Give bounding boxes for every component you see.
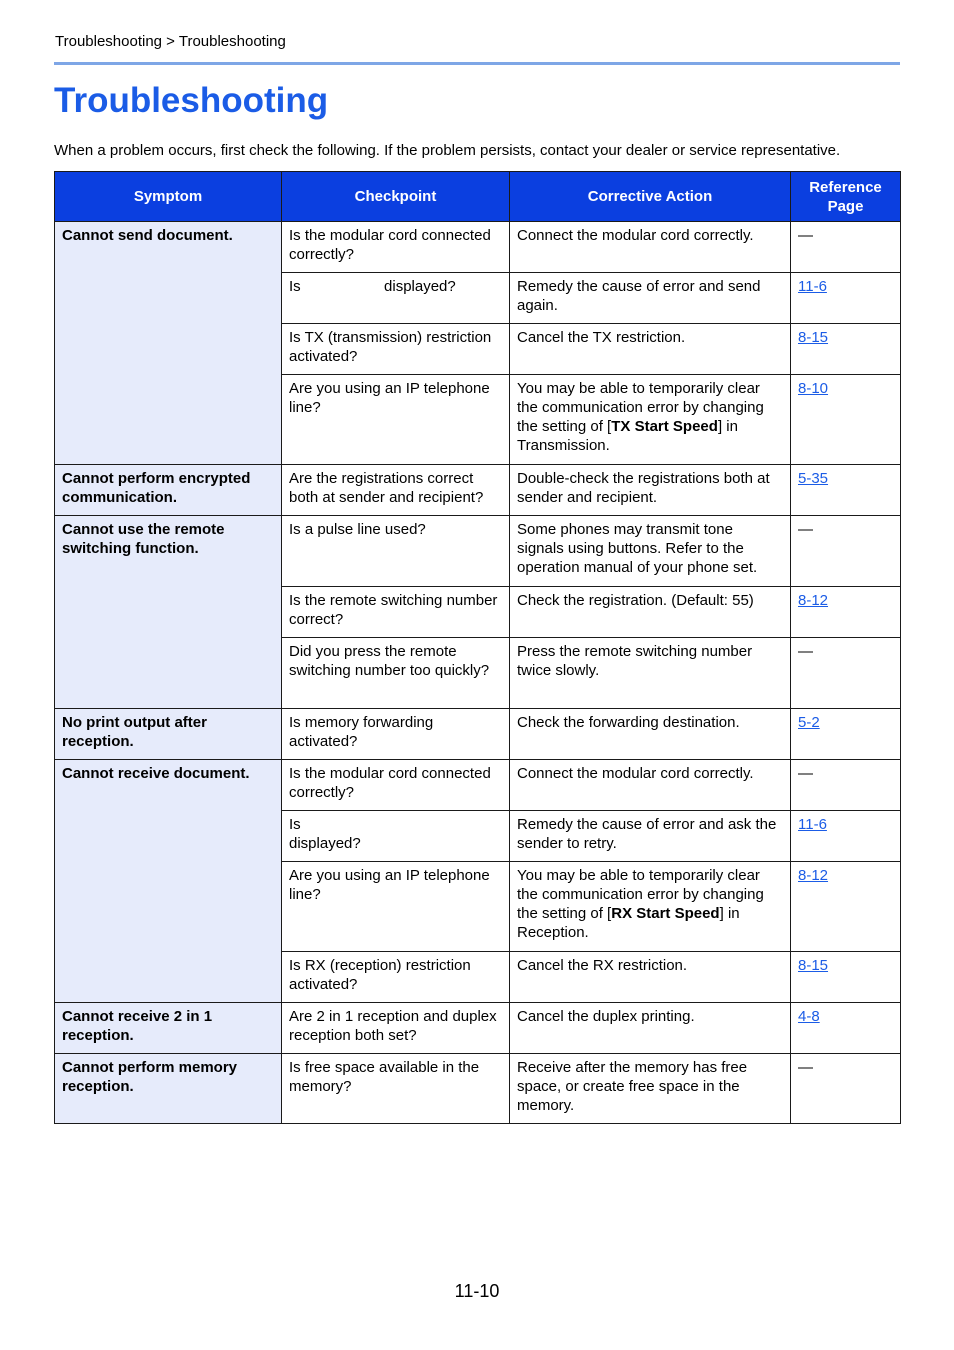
checkpoint-cell: Are you using an IP telephone line?: [282, 862, 510, 952]
checkpoint-cell: Is free space available in the memory?: [282, 1054, 510, 1124]
action-text: You may be able to temporarily clear the communication error by changing the setting of [: [517, 380, 764, 435]
symptom-cell: No print output after reception.: [55, 709, 282, 760]
checkpoint-cell: Are 2 in 1 reception and duplex reception both set?: [282, 1003, 510, 1054]
symptom-cell: Cannot perform memory reception.: [55, 1054, 282, 1124]
corrective-action-cell: [510, 375, 791, 465]
reference-cell: [791, 587, 901, 638]
reference-page-link[interactable]: 5-35: [798, 470, 829, 487]
reference-none: —: [798, 765, 813, 782]
reference-page-link[interactable]: 4-8: [798, 1008, 820, 1025]
reference-cell: [791, 273, 901, 324]
reference-page-link[interactable]: 11-6: [798, 278, 827, 295]
checkpoint-cell: Is the modular cord connected correctly?: [282, 760, 510, 811]
reference-none: —: [798, 521, 813, 538]
reference-page-link[interactable]: 8-10: [798, 380, 829, 397]
troubleshooting-table: [54, 171, 901, 1124]
corrective-action-cell: Cancel the RX restriction.: [510, 952, 791, 1003]
corrective-action-cell: Remedy the cause of error and ask the sender to retry.: [510, 811, 791, 862]
corrective-action-cell: Check the forwarding destination.: [510, 709, 791, 760]
action-text: You may be able to temporarily clear the communication error by changing the setting of [: [517, 867, 764, 922]
checkpoint-cell: Is TX (transmission) restriction activated?: [282, 324, 510, 375]
table-row: [55, 465, 901, 516]
corrective-action-cell: Check the registration. (Default: 55): [510, 587, 791, 638]
reference-cell: [791, 1003, 901, 1054]
symptom-cell: Cannot use the remote switching function.: [55, 516, 282, 709]
page-number: 11-10: [454, 1281, 500, 1301]
reference-cell: [791, 811, 901, 862]
reference-cell: [791, 709, 901, 760]
reference-cell: [791, 638, 901, 709]
checkpoint-cell: Is displayed?: [282, 273, 510, 324]
symptom-cell: Cannot perform encrypted communication.: [55, 465, 282, 516]
symptom-cell: Cannot receive 2 in 1 reception.: [55, 1003, 282, 1054]
reference-page-link[interactable]: 8-15: [798, 957, 829, 974]
symptom-cell: Cannot receive document.: [55, 760, 282, 1003]
corrective-action-cell: Cancel the TX restriction.: [510, 324, 791, 375]
checkpoint-cell: Are the registrations correct both at sender and recipient?: [282, 465, 510, 516]
header-symptom: Symptom: [55, 172, 282, 222]
table-row: [55, 1054, 901, 1124]
reference-cell: [791, 324, 901, 375]
reference-cell: [791, 465, 901, 516]
symptom-cell: Cannot send document.: [55, 222, 282, 465]
reference-page-link[interactable]: 8-12: [798, 592, 829, 609]
table-row: [55, 516, 901, 587]
reference-none: —: [798, 227, 813, 244]
checkpoint-cell: Did you press the remote switching number too quickly?: [282, 638, 510, 709]
reference-cell: [791, 516, 901, 587]
reference-page-link[interactable]: 8-15: [798, 329, 829, 346]
corrective-action-cell: Receive after the memory has free space, or create free space in the memory.: [510, 1054, 791, 1124]
corrective-action-cell: Remedy the cause of error and send again.: [510, 273, 791, 324]
header-rule: [54, 62, 900, 65]
reference-page-link[interactable]: 11-6: [798, 816, 827, 833]
header-checkpoint: Checkpoint: [282, 172, 510, 222]
setting-name: RX Start Speed: [611, 905, 720, 922]
corrective-action-cell: Double-check the registrations both at sender and recipient.: [510, 465, 791, 516]
corrective-action-cell: Connect the modular cord correctly.: [510, 760, 791, 811]
reference-page-link[interactable]: 5-2: [798, 714, 820, 731]
setting-name: TX Start Speed: [611, 418, 718, 435]
header-corrective-action: Corrective Action: [510, 172, 791, 222]
table-header-row: [55, 172, 901, 222]
intro-text: When a problem occurs, first check the following. If the problem persists, contact your dealer or service representative.: [54, 142, 841, 159]
reference-cell: [791, 222, 901, 273]
table-body: [55, 222, 901, 1124]
page-title: Troubleshooting: [54, 81, 329, 120]
reference-cell: [791, 862, 901, 952]
checkpoint-cell: Is the modular cord connected correctly?: [282, 222, 510, 273]
action-text: ] in Transmission.: [517, 418, 738, 454]
checkpoint-cell: Is a pulse line used?: [282, 516, 510, 587]
checkpoint-cell: Is RX (reception) restriction activated?: [282, 952, 510, 1003]
reference-cell: [791, 952, 901, 1003]
corrective-action-cell: [510, 862, 791, 952]
checkpoint-cell: Is displayed?: [282, 811, 510, 862]
action-text: ] in Reception.: [517, 905, 740, 941]
corrective-action-cell: Connect the modular cord correctly.: [510, 222, 791, 273]
reference-cell: [791, 1054, 901, 1124]
reference-none: —: [798, 643, 813, 660]
corrective-action-cell: Press the remote switching number twice slowly.: [510, 638, 791, 709]
table-row: [55, 222, 901, 273]
checkpoint-cell: Is the remote switching number correct?: [282, 587, 510, 638]
reference-cell: [791, 375, 901, 465]
reference-page-link[interactable]: 8-12: [798, 867, 829, 884]
corrective-action-cell: Some phones may transmit tone signals using buttons. Refer to the operation manual of your phone set.: [510, 516, 791, 587]
checkpoint-cell: Is memory forwarding activated?: [282, 709, 510, 760]
breadcrumb: Troubleshooting > Troubleshooting: [55, 33, 286, 50]
reference-cell: [791, 760, 901, 811]
header-reference-page: Reference Page: [791, 172, 901, 222]
checkpoint-cell: Are you using an IP telephone line?: [282, 375, 510, 465]
table-row: [55, 1003, 901, 1054]
table-row: [55, 709, 901, 760]
corrective-action-cell: Cancel the duplex printing.: [510, 1003, 791, 1054]
table-row: [55, 760, 901, 811]
reference-none: —: [798, 1059, 813, 1076]
